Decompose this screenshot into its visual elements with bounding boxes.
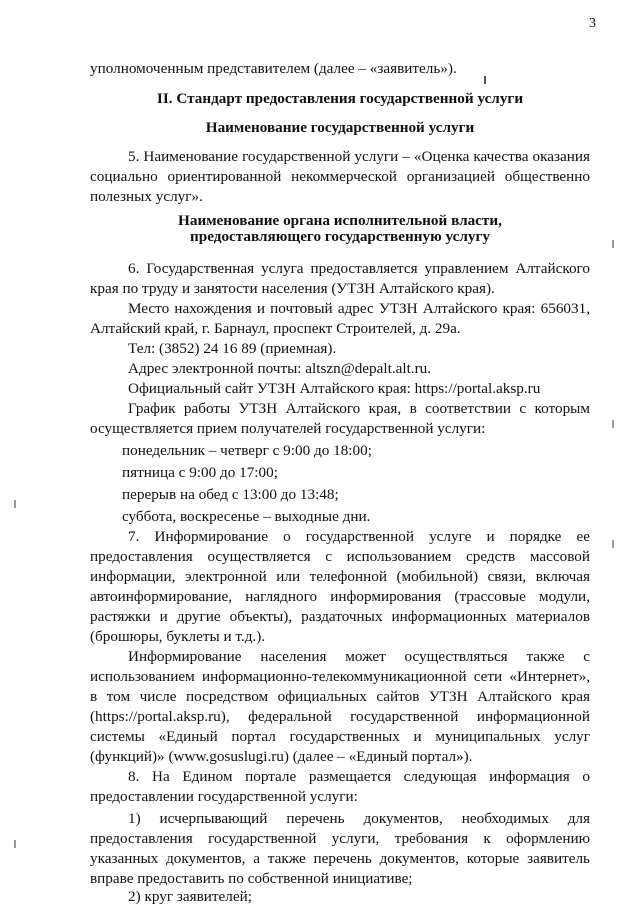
scan-mark (14, 500, 16, 508)
subheading-authority: Наименование органа исполнительной власти, (178, 212, 502, 229)
text-line: Место нахождения и почтовый адрес УТЗН Алтайского края: 656031, (128, 300, 590, 317)
schedule-line: суббота, воскресенье – выходные дни. (122, 508, 371, 525)
text-line: 1) исчерпывающий перечень документов, необходимых для (128, 810, 590, 827)
subheading-service-name: Наименование государственной услуги (205, 119, 475, 136)
website-line: Официальный сайт УТЗН Алтайского края: https://portal.aksp.ru (128, 380, 541, 397)
text-line: в том числе посредством официальных сайтов УТЗН Алтайского края (90, 688, 590, 705)
subheading-authority: предоставляющего государственную услугу (190, 228, 490, 245)
text-line: использованием информационно-телекоммуникационной сети «Интернет», (90, 668, 590, 685)
text-line: предоставлении государственной услуги: (90, 788, 358, 805)
text-line: уполномоченным представителем (далее – «заявитель»). (90, 60, 457, 77)
scan-mark (484, 76, 486, 84)
text-line: указанных документов, а также перечень документов, которые заявитель (90, 850, 590, 867)
text-line: осуществляется прием получателей государственной услуги: (90, 420, 486, 437)
text-line: полезных услуг». (90, 188, 203, 205)
phone-line: Тел: (3852) 24 16 89 (приемная). (128, 340, 337, 357)
section-heading: II. Стандарт предоставления государственной услуги (156, 90, 524, 107)
text-line: информации, электронной или телефонной (мобильной) связи, включая (90, 568, 590, 585)
text-line: социально ориентированной некоммерческой организацией общественно (90, 168, 590, 185)
text-line: вправе предоставить по собственной инициативе; (90, 870, 413, 887)
text-line: системы «Единый портал государственных и муниципальных услуг (90, 728, 590, 745)
text-line: (брошюры, буклеты и т.д.). (90, 628, 266, 645)
email-line: Адрес электронной почты: altszn@depalt.alt.ru. (128, 360, 432, 377)
page-number: 3 (589, 16, 596, 31)
text-line: растяжки и другие объекты), раздаточных информационных материалов (90, 608, 590, 625)
schedule-line: понедельник – четверг с 9:00 до 18:00; (122, 442, 372, 459)
scan-mark (14, 840, 16, 848)
text-line: Алтайский край, г. Барнаул, проспект Строителей, д. 29а. (90, 320, 461, 337)
scan-mark (612, 240, 614, 248)
text-line: График работы УТЗН Алтайского края, в соответствии с которым (128, 400, 590, 417)
text-line: предоставления государственной услуги, требования к оформлению (90, 830, 590, 847)
scan-mark (612, 420, 614, 428)
text-line: Информирование населения может осуществляться также с (128, 648, 590, 665)
text-line: 8. На Едином портале размещается следующая информация о (128, 768, 590, 785)
text-line: 6. Государственная услуга предоставляется управлением Алтайского (128, 260, 590, 277)
text-line: 2) круг заявителей; (128, 889, 252, 905)
schedule-line: перерыв на обед с 13:00 до 13:48; (122, 486, 339, 503)
text-line: автоинформирование, наглядного информирования (трассовые модули, (90, 588, 590, 605)
text-line: (https://portal.aksp.ru), федеральной государственной информационной (90, 708, 590, 725)
text-line: (функций)» (www.gosuslugi.ru) (далее – «Единый портал»). (90, 748, 473, 765)
text-line: 5. Наименование государственной услуги – «Оценка качества оказания (128, 148, 590, 165)
text-line: края по труду и занятости населения (УТЗН Алтайского края). (90, 280, 495, 297)
text-line: 7. Информирование о государственной услуге и порядке ее (128, 528, 590, 545)
schedule-line: пятница с 9:00 до 17:00; (122, 464, 278, 481)
text-line: предоставления осуществляется с использованием средств массовой (90, 548, 590, 565)
scan-mark (612, 540, 614, 548)
